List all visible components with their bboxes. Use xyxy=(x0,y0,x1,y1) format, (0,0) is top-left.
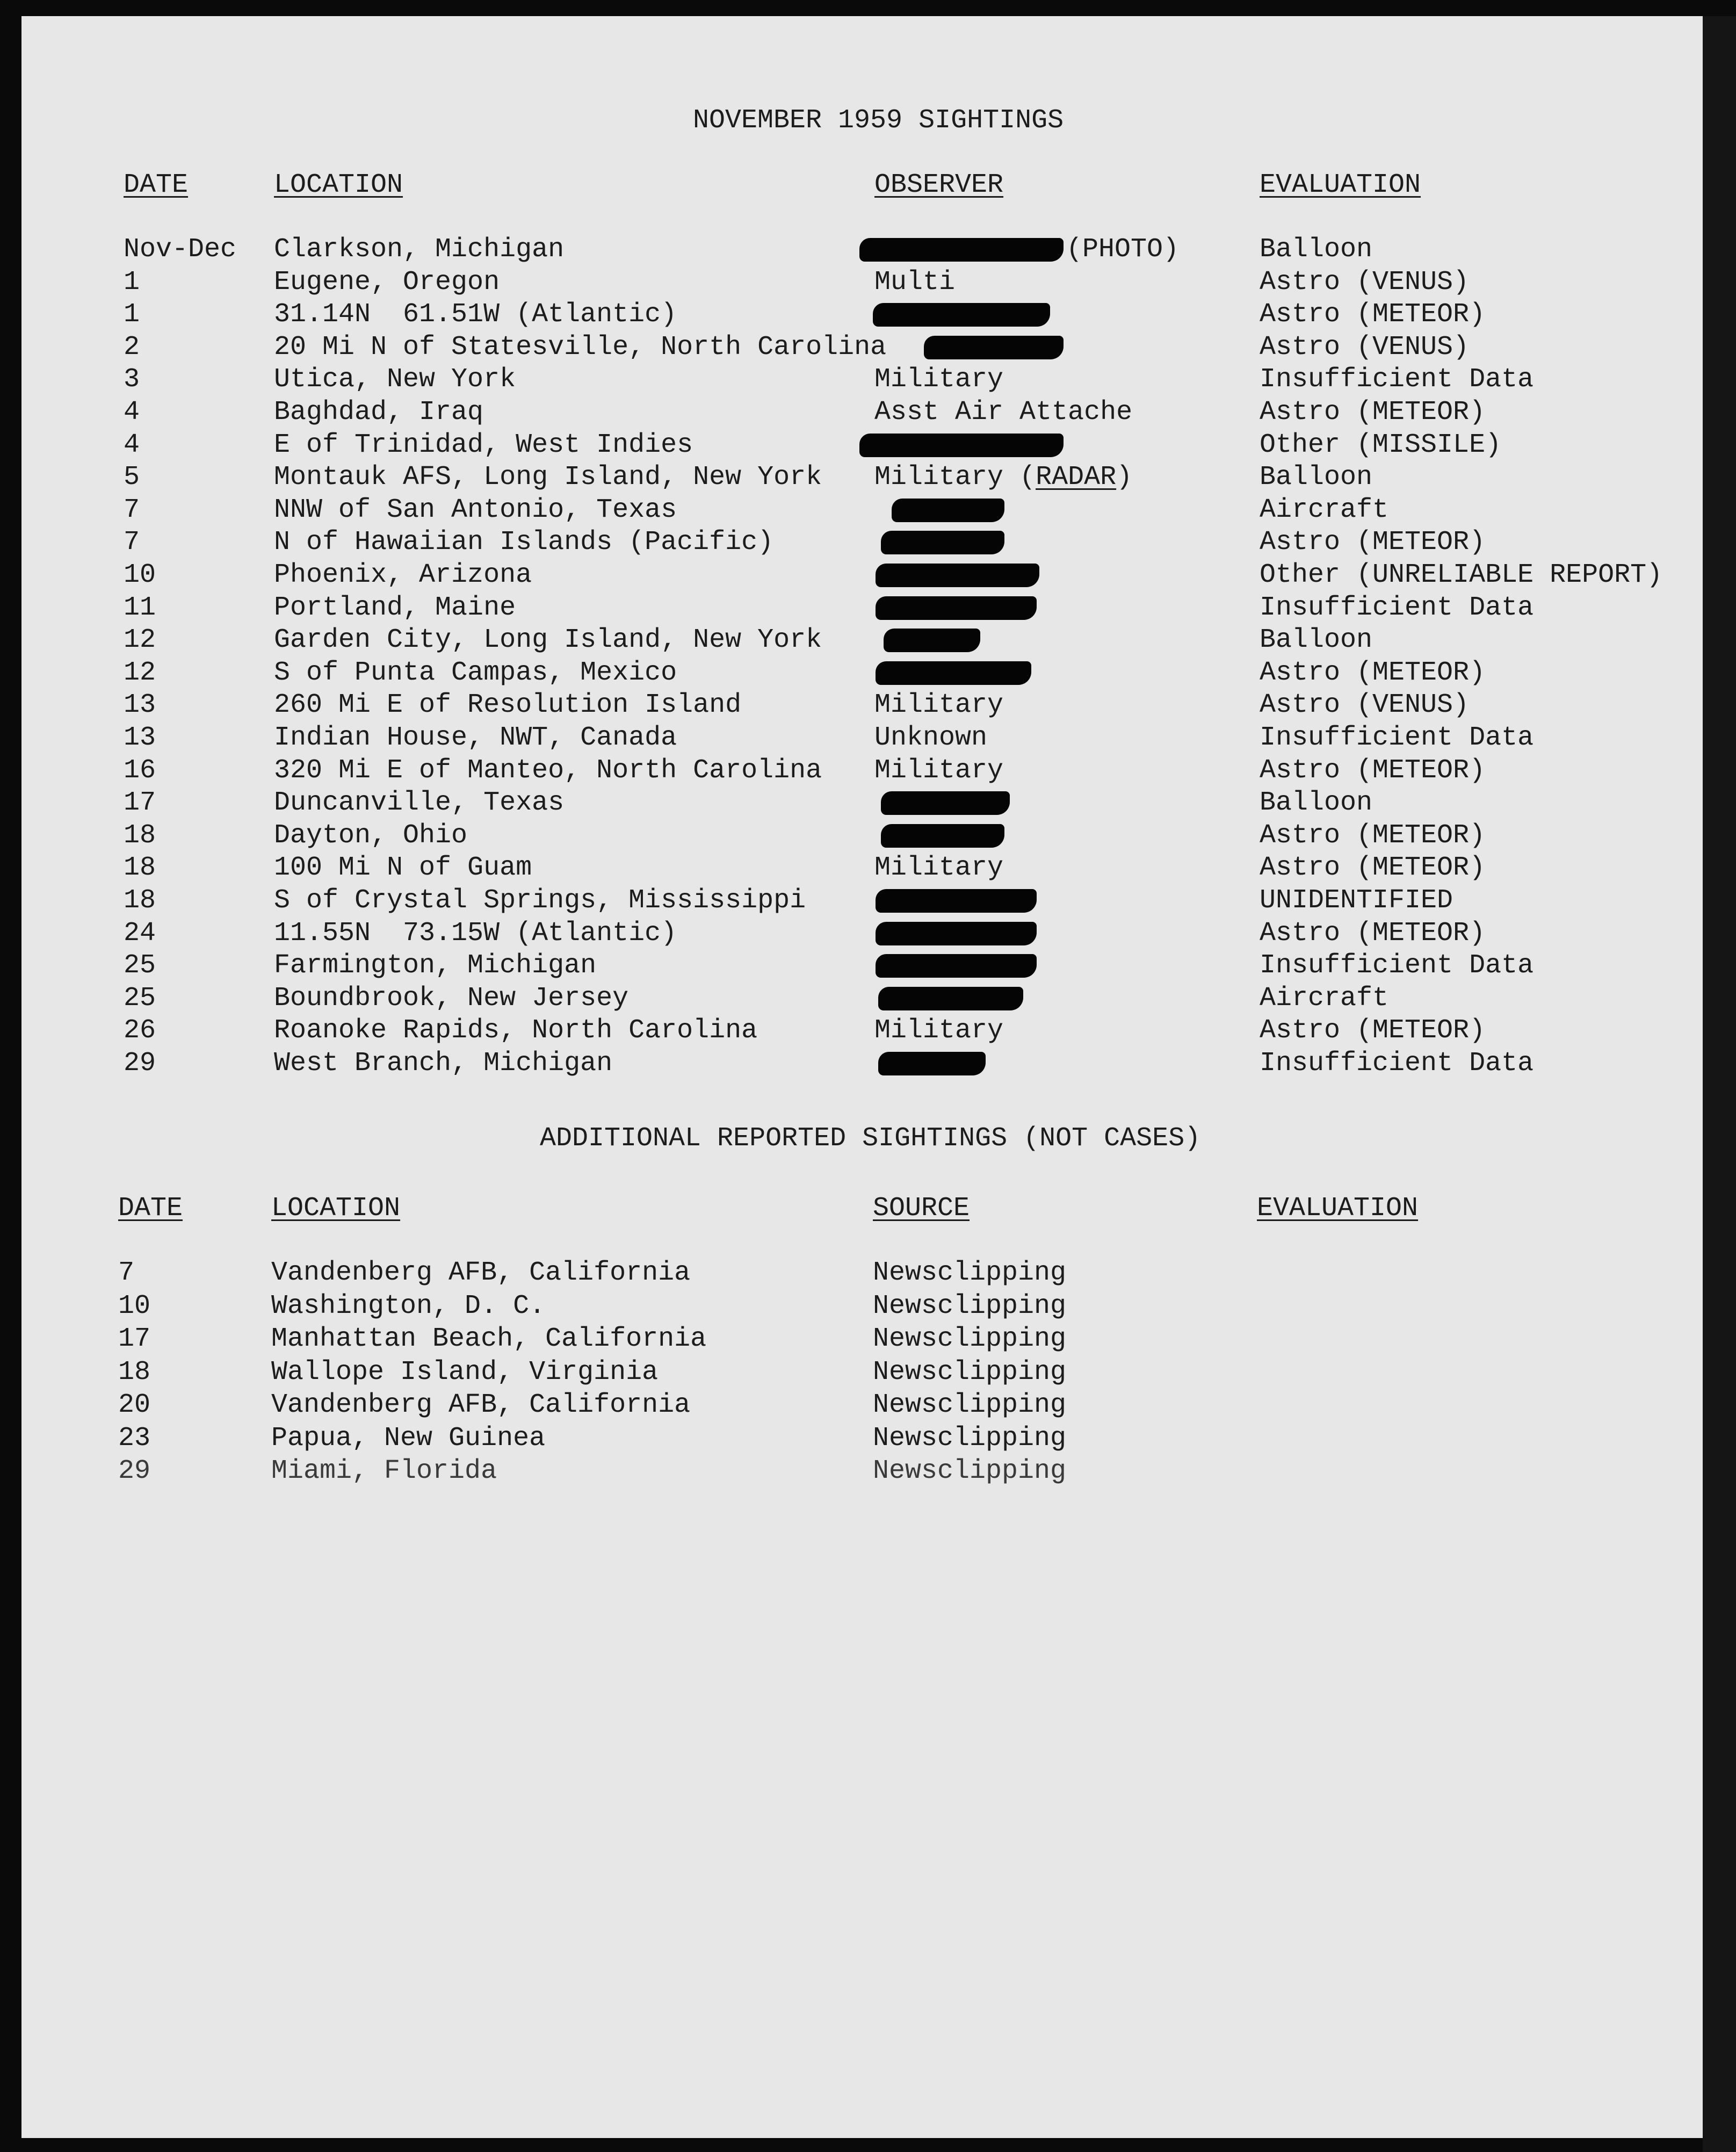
row-date: 12 xyxy=(124,625,156,655)
row-location: Washington, D. C. xyxy=(271,1291,546,1321)
row-location: Duncanville, Texas xyxy=(274,788,565,818)
row-source: Newsclipping xyxy=(873,1291,1067,1321)
row-evaluation: Aircraft xyxy=(1260,983,1389,1014)
redaction-bar xyxy=(892,499,1004,522)
redaction-bar xyxy=(876,596,1037,620)
row-date: 5 xyxy=(124,462,140,493)
row-evaluation: Balloon xyxy=(1260,625,1373,655)
row-observer: Military xyxy=(874,1015,1004,1046)
row-date: Nov-Dec xyxy=(124,234,237,265)
row-source: Newsclipping xyxy=(873,1456,1067,1486)
row-location: Roanoke Rapids, North Carolina xyxy=(274,1015,758,1046)
row-location: Miami, Florida xyxy=(271,1456,497,1486)
row-location: 20 Mi N of Statesville, North Carolina xyxy=(274,332,887,363)
row-date: 23 xyxy=(118,1423,151,1454)
redaction-bar xyxy=(876,661,1031,685)
row-date: 3 xyxy=(124,364,140,395)
row-location: E of Trinidad, West Indies xyxy=(274,430,693,460)
row-location: S of Punta Campas, Mexico xyxy=(274,658,677,688)
row-evaluation: Insufficient Data xyxy=(1260,364,1534,395)
row-evaluation: Insufficient Data xyxy=(1260,593,1534,623)
redaction-bar xyxy=(924,336,1064,359)
row-date: 26 xyxy=(124,1015,156,1046)
header-observer: OBSERVER xyxy=(874,170,1004,200)
redaction-bar xyxy=(876,564,1039,587)
row-location: Boundbrook, New Jersey xyxy=(274,983,629,1014)
row-date: 29 xyxy=(124,1048,156,1079)
row-date: 18 xyxy=(124,853,156,883)
row-observer: Asst Air Attache xyxy=(874,397,1133,428)
row-evaluation: Astro (VENUS) xyxy=(1260,267,1470,298)
row-date: 13 xyxy=(124,690,156,720)
header-evaluation: EVALUATION xyxy=(1260,170,1421,200)
redaction-bar xyxy=(876,954,1037,978)
row-evaluation: Insufficient Data xyxy=(1260,950,1534,981)
row-evaluation: Astro (METEOR) xyxy=(1260,299,1486,330)
redaction-bar xyxy=(859,238,1064,262)
additional-header-date: DATE xyxy=(118,1193,183,1224)
row-evaluation: Astro (VENUS) xyxy=(1260,690,1470,720)
row-date: 1 xyxy=(124,299,140,330)
row-observer: Unknown xyxy=(874,723,988,753)
row-evaluation: Astro (METEOR) xyxy=(1260,658,1486,688)
additional-header-location: LOCATION xyxy=(271,1193,401,1224)
row-location: Baghdad, Iraq xyxy=(274,397,484,428)
additional-header-evaluation: EVALUATION xyxy=(1257,1193,1419,1224)
row-location: Vandenberg AFB, California xyxy=(271,1390,691,1420)
row-source: Newsclipping xyxy=(873,1390,1067,1420)
row-location: Montauk AFS, Long Island, New York xyxy=(274,462,822,493)
row-location: Phoenix, Arizona xyxy=(274,560,532,590)
row-date: 4 xyxy=(124,397,140,428)
row-date: 18 xyxy=(118,1357,151,1388)
row-date: 13 xyxy=(124,723,156,753)
row-location: Utica, New York xyxy=(274,364,516,395)
row-date: 7 xyxy=(124,495,140,525)
row-evaluation: Insufficient Data xyxy=(1260,723,1534,753)
row-location: Papua, New Guinea xyxy=(271,1423,546,1454)
row-date: 25 xyxy=(124,950,156,981)
row-location: 100 Mi N of Guam xyxy=(274,853,532,883)
row-date: 24 xyxy=(124,918,156,949)
row-evaluation: Balloon xyxy=(1260,462,1373,493)
row-evaluation: Astro (METEOR) xyxy=(1260,820,1486,851)
redaction-bar xyxy=(873,303,1050,327)
row-date: 25 xyxy=(124,983,156,1014)
row-location: West Branch, Michigan xyxy=(274,1048,613,1079)
row-location: Garden City, Long Island, New York xyxy=(274,625,822,655)
redaction-bar xyxy=(884,629,980,652)
row-location: Indian House, NWT, Canada xyxy=(274,723,677,753)
row-observer: Military xyxy=(874,853,1004,883)
row-location: NNW of San Antonio, Texas xyxy=(274,495,677,525)
row-evaluation: Insufficient Data xyxy=(1260,1048,1534,1079)
redaction-bar xyxy=(878,1052,986,1075)
row-evaluation: Balloon xyxy=(1260,234,1373,265)
row-date: 4 xyxy=(124,430,140,460)
row-location: Portland, Maine xyxy=(274,593,516,623)
row-date: 7 xyxy=(118,1258,135,1288)
redaction-bar xyxy=(876,889,1037,913)
row-date: 16 xyxy=(124,755,156,786)
row-date: 10 xyxy=(118,1291,151,1321)
row-location: Eugene, Oregon xyxy=(274,267,500,298)
row-date: 10 xyxy=(124,560,156,590)
page-title: NOVEMBER 1959 SIGHTINGS xyxy=(693,105,1064,136)
scan-border xyxy=(1703,16,1736,2152)
radar-underline: RADAR xyxy=(1036,462,1117,493)
row-date: 18 xyxy=(124,820,156,851)
row-date: 2 xyxy=(124,332,140,363)
row-location: Vandenberg AFB, California xyxy=(271,1258,691,1288)
row-evaluation: Aircraft xyxy=(1260,495,1389,525)
row-date: 11 xyxy=(124,593,156,623)
row-location: 11.55N 73.15W (Atlantic) xyxy=(274,918,677,949)
row-date: 17 xyxy=(124,788,156,818)
row-observer: Military (RADAR) xyxy=(874,462,1133,493)
redaction-bar xyxy=(876,922,1037,945)
redaction-bar xyxy=(881,531,1004,554)
row-source: Newsclipping xyxy=(873,1258,1067,1288)
row-location: Wallope Island, Virginia xyxy=(271,1357,659,1388)
redaction-bar xyxy=(878,987,1023,1010)
row-evaluation: Astro (METEOR) xyxy=(1260,918,1486,949)
row-date: 12 xyxy=(124,658,156,688)
row-evaluation: Astro (METEOR) xyxy=(1260,755,1486,786)
row-date: 17 xyxy=(118,1324,151,1354)
row-location: 31.14N 61.51W (Atlantic) xyxy=(274,299,677,330)
row-location: Manhattan Beach, California xyxy=(271,1324,707,1354)
row-date: 18 xyxy=(124,885,156,916)
row-observer: Military xyxy=(874,364,1004,395)
row-evaluation: Other (UNRELIABLE REPORT) xyxy=(1260,560,1663,590)
row-evaluation: Astro (METEOR) xyxy=(1260,853,1486,883)
row-source: Newsclipping xyxy=(873,1423,1067,1454)
row-observer: (PHOTO) xyxy=(1066,234,1180,265)
additional-header-source: SOURCE xyxy=(873,1193,970,1224)
row-evaluation: Other (MISSILE) xyxy=(1260,430,1502,460)
row-source: Newsclipping xyxy=(873,1324,1067,1354)
row-date: 7 xyxy=(124,527,140,558)
row-evaluation: Astro (METEOR) xyxy=(1260,397,1486,428)
row-location: Dayton, Ohio xyxy=(274,820,468,851)
row-evaluation: Astro (VENUS) xyxy=(1260,332,1470,363)
row-evaluation: UNIDENTIFIED xyxy=(1260,885,1453,916)
row-observer: Military xyxy=(874,690,1004,720)
row-location: 320 Mi E of Manteo, North Carolina xyxy=(274,755,822,786)
row-source: Newsclipping xyxy=(873,1357,1067,1388)
header-location: LOCATION xyxy=(274,170,403,200)
redaction-bar xyxy=(859,434,1064,457)
row-evaluation: Astro (METEOR) xyxy=(1260,1015,1486,1046)
row-location: 260 Mi E of Resolution Island xyxy=(274,690,742,720)
row-location: Clarkson, Michigan xyxy=(274,234,565,265)
redaction-bar xyxy=(881,791,1010,815)
header-date: DATE xyxy=(124,170,189,200)
row-date: 20 xyxy=(118,1390,151,1420)
document-page xyxy=(21,16,1703,2138)
row-date: 29 xyxy=(118,1456,151,1486)
redaction-bar xyxy=(881,824,1004,848)
row-location: Farmington, Michigan xyxy=(274,950,597,981)
row-location: N of Hawaiian Islands (Pacific) xyxy=(274,527,774,558)
row-observer: Military xyxy=(874,755,1004,786)
row-date: 1 xyxy=(124,267,140,298)
row-observer: Multi xyxy=(874,267,956,298)
row-evaluation: Astro (METEOR) xyxy=(1260,527,1486,558)
row-location: S of Crystal Springs, Mississippi xyxy=(274,885,806,916)
row-evaluation: Balloon xyxy=(1260,788,1373,818)
additional-title: ADDITIONAL REPORTED SIGHTINGS (NOT CASES) xyxy=(540,1123,1201,1154)
